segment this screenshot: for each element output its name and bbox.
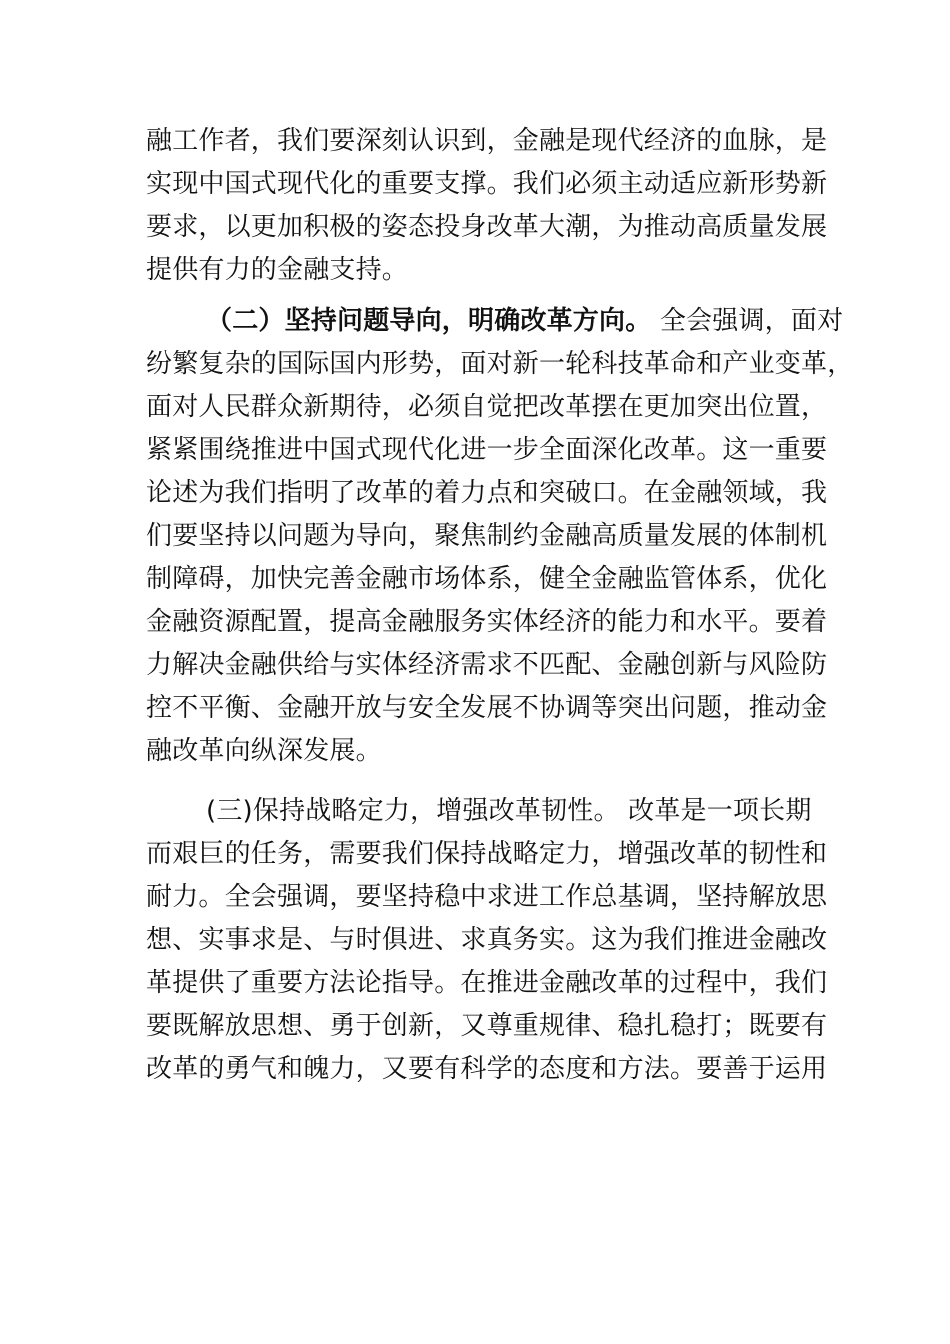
paragraph-line: 而艰巨的任务，需要我们保持战略定力，增强改革的韧性和 bbox=[146, 839, 828, 869]
paragraph-line: 论述为我们指明了改革的着力点和突破口。在金融领域，我 bbox=[146, 478, 828, 508]
paragraph-line: 要求，以更加积极的姿态投身改革大潮，为推动高质量发展 bbox=[146, 212, 828, 242]
paragraph-text: 改革是一项长期 bbox=[619, 796, 812, 826]
paragraph-line: 紧紧围绕推进中国式现代化进一步全面深化改革。这一重要 bbox=[146, 435, 828, 465]
paragraph-line: 革提供了重要方法论指导。在推进金融改革的过程中，我们 bbox=[146, 968, 828, 998]
paragraph-first-line bbox=[146, 300, 844, 343]
paragraph-line: 面对人民群众新期待，必须自觉把改革摆在更加突出位置， bbox=[146, 392, 828, 422]
paragraph-line: 力解决金融供给与实体经济需求不匹配、金融创新与风险防 bbox=[146, 650, 828, 680]
paragraph-text: 全会强调，面对 bbox=[651, 306, 844, 336]
section-heading: (三)保持战略定力，增强改革韧性。 bbox=[206, 796, 620, 826]
paragraph-line: 金融资源配置，提高金融服务实体经济的能力和水平。要着 bbox=[146, 607, 828, 637]
paragraph-2 bbox=[146, 300, 854, 773]
paragraph-line: 控不平衡、金融开放与安全发展不协调等突出问题，推动金 bbox=[146, 693, 828, 723]
paragraph-line: 制障碍，加快完善金融市场体系，健全金融监管体系，优化 bbox=[146, 564, 828, 594]
paragraph-line: 想、实事求是、与时俱进、求真务实。这为我们推进金融改 bbox=[146, 925, 828, 955]
paragraph-line: 耐力。全会强调，要坚持稳中求进工作总基调，坚持解放思 bbox=[146, 882, 828, 912]
paragraph-line: 要既解放思想、勇于创新，又尊重规律、稳扎稳打；既要有 bbox=[146, 1011, 828, 1041]
paragraph-3 bbox=[146, 790, 836, 1091]
paragraph-line: 提供有力的金融支持。 bbox=[146, 255, 409, 285]
paragraph-1 bbox=[146, 120, 836, 292]
paragraph-line: 实现中国式现代化的重要支撑。我们必须主动适应新形势新 bbox=[146, 169, 828, 199]
paragraph-line: 们要坚持以问题为导向，聚焦制约金融高质量发展的体制机 bbox=[146, 521, 828, 551]
paragraph-line: 融改革向纵深发展。 bbox=[146, 736, 382, 766]
section-heading: （二）坚持问题导向，明确改革方向。 bbox=[206, 306, 652, 336]
paragraph-line: 改革的勇气和魄力，又要有科学的态度和方法。要善于运用 bbox=[146, 1054, 828, 1084]
paragraph-line: 融工作者，我们要深刻认识到，金融是现代经济的血脉，是 bbox=[146, 126, 828, 156]
paragraph-line: 纷繁复杂的国际国内形势，面对新一轮科技革命和产业变革， bbox=[146, 349, 854, 379]
paragraph-first-line bbox=[146, 790, 836, 833]
